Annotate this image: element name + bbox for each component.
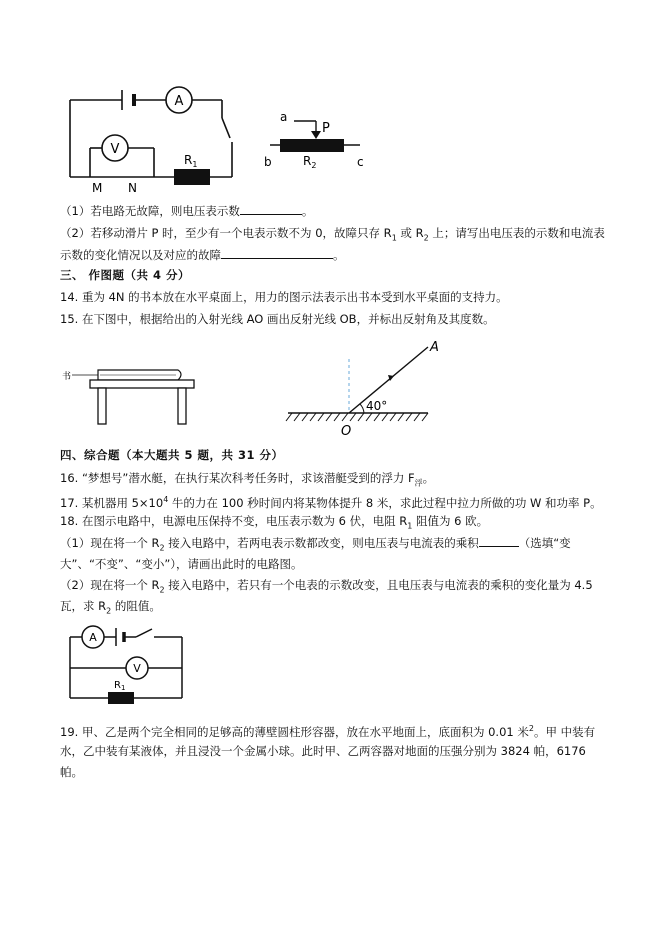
point-a-label: A — [430, 340, 439, 355]
book-label: 书 — [62, 372, 72, 382]
question-14: 14. 重为 4N 的书本放在水平桌面上，用力的图示法表示出书本受到水平桌面的支持力。 — [60, 290, 508, 304]
question-18-part-1-line2: 大”、“不变”、“变小”），请画出此时的电路图。 — [60, 557, 303, 571]
voltmeter-label-1: V — [110, 142, 120, 157]
question-13-part-1-text: （1）若电路无故障，则电压表示数 — [60, 204, 240, 218]
question-13-part-1-tail: 。 — [301, 204, 314, 218]
question-18-part-2-line1: （2）现在将一个 $R_2$ 接入电路中，若只有一个电表的示数改变，且电压表与电流表的乘积的变化量为 4.5 — [60, 578, 593, 595]
ammeter-label-1: A — [174, 94, 184, 109]
node-n-label: N — [128, 181, 137, 195]
answer-blank[interactable] — [479, 534, 519, 547]
circuit-diagram-1 — [62, 80, 242, 195]
circuit-diagram-2 — [64, 622, 188, 704]
answer-blank[interactable] — [221, 246, 333, 259]
question-13-part-1 — [60, 202, 313, 220]
question-13-part-2-line1: （2）若移动滑片 P 时，至少有一个电表示数不为 0，故障只存 $R_1$ 或 $R_2$ 上；请写出电压表的示数和电流表 — [60, 226, 605, 243]
rheostat-label-p: P — [322, 121, 330, 136]
question-19-line1: 19. 甲、乙是两个完全相同的足够高的薄壁圆柱形容器，放在水平地面上，底面积为 0.01 米$^2$。甲 中装有 — [60, 724, 596, 739]
section-4-heading: 四、综合题（本大题共 5 题，共 31 分） — [60, 448, 284, 462]
resistor-r1-label-2: $R_1$ — [114, 680, 126, 692]
rheostat-r2-label: $R_2$ — [303, 154, 317, 170]
voltmeter-label-2: V — [133, 662, 141, 675]
question-17: 17. 某机器用 $5\times 10^4$ 牛的力在 100 秒时间内将某物体提升 8 米，求此过程中拉力所做的功 W 和功率 P。 — [60, 495, 602, 510]
question-18-part-1-line1: （1）现在将一个 $R_2$ 接入电路中，若两电表示数都改变，则电压表与电流表的乘积 （选填“变 — [60, 536, 571, 553]
rheostat-diagram — [258, 105, 378, 170]
answer-blank[interactable] — [240, 202, 302, 215]
rheostat-label-b: b — [264, 155, 272, 169]
point-o-label: O — [341, 424, 352, 439]
question-13-part-2-line2: 示数的变化情况以及对应的故障 。 — [60, 248, 345, 262]
book-on-table-diagram — [60, 362, 210, 430]
rheostat-label-c: c — [357, 155, 364, 169]
rheostat-label-a: a — [280, 110, 288, 124]
resistor-r1-label: $R_1$ — [184, 153, 198, 169]
question-15: 15. 在下图中，根据给出的入射光线 AO 画出反射光线 OB，并标出反射角及其度数。 — [60, 312, 495, 326]
section-3-heading: 三、 作图题（共 4 分） — [60, 268, 191, 282]
ammeter-label-2: A — [89, 631, 97, 644]
node-m-label: M — [92, 181, 103, 195]
question-19-line3: 帕。 — [60, 765, 83, 779]
question-18: 18. 在图示电路中，电源电压保持不变，电压表示数为 6 伏，电阻 $R_1$ 阻值为 6 欧。 — [60, 514, 489, 531]
question-19-line2: 水，乙中装有某液体，并且浸没一个金属小球。此时甲、乙两容器对地面的压强分别为 3824 帕，6176 — [60, 744, 586, 758]
mirror-reflection-diagram — [280, 337, 450, 442]
question-18-part-2-line2: 瓦，求 $R_2$ 的阻值。 — [60, 599, 161, 616]
question-16: 16. “梦想号”潜水艇，在执行某次科考任务时，求该潜艇受到的浮力 $F_浮$。 — [60, 471, 435, 488]
angle-label: 40° — [366, 399, 388, 413]
